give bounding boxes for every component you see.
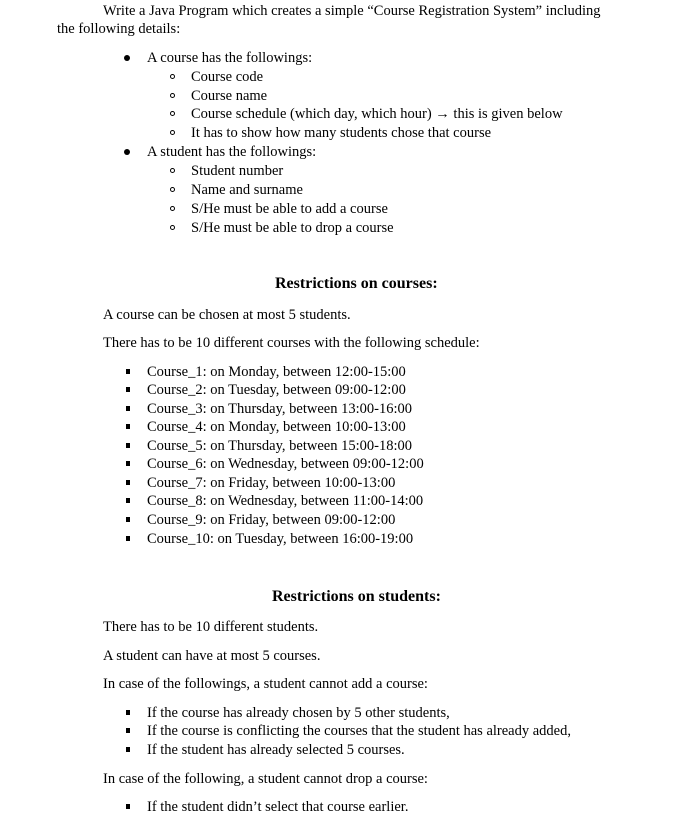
schedule-item: Course_4: on Monday, between 10:00-13:00 [147, 419, 406, 435]
students-paragraph: A student can have at most 5 courses. [103, 648, 321, 664]
bullet-dot-icon [124, 55, 130, 61]
course-item: Course schedule (which day, which hour) → this is given below [191, 106, 563, 122]
course-item: It has to show how many students chose that course [191, 125, 492, 141]
bullet-square-icon [126, 369, 130, 374]
student-item: Name and surname [191, 182, 303, 198]
student-item: S/He must be able to drop a course [191, 220, 394, 236]
add-rule-item: If the course has already chosen by 5 other students, [147, 705, 450, 721]
bullet-circle-icon [170, 187, 175, 192]
students-paragraph: In case of the following, a student cannot drop a course: [103, 771, 428, 787]
schedule-item: Course_6: on Wednesday, between 09:00-12:00 [147, 456, 424, 472]
course-section-label: A course has the followings: [147, 50, 313, 66]
bullet-square-icon [126, 424, 130, 429]
intro-line-1: Write a Java Program which creates a simple “Course Registration System” including [103, 3, 601, 19]
students-paragraph: There has to be 10 different students. [103, 619, 319, 635]
courses-paragraph: A course can be chosen at most 5 students. [103, 307, 351, 323]
schedule-item: Course_8: on Wednesday, between 11:00-14:00 [147, 493, 424, 509]
bullet-circle-icon [170, 168, 175, 173]
bullet-circle-icon [170, 93, 175, 98]
courses-restrictions-heading: Restrictions on courses: [275, 275, 438, 292]
bullet-dot-icon [124, 149, 130, 155]
students-paragraph: In case of the followings, a student cannot add a course: [103, 676, 428, 692]
students-restrictions-heading: Restrictions on students: [272, 588, 441, 605]
bullet-square-icon [126, 517, 130, 522]
add-rule-item: If the student has already selected 5 courses. [147, 742, 405, 758]
bullet-square-icon [126, 443, 130, 448]
student-item: S/He must be able to add a course [191, 201, 388, 217]
bullet-square-icon [126, 536, 130, 541]
bullet-circle-icon [170, 74, 175, 79]
bullet-square-icon [126, 461, 130, 466]
bullet-square-icon [126, 804, 130, 809]
schedule-item: Course_10: on Tuesday, between 16:00-19:00 [147, 531, 414, 547]
schedule-item: Course_9: on Friday, between 09:00-12:00 [147, 512, 396, 528]
schedule-item: Course_5: on Thursday, between 15:00-18:00 [147, 438, 412, 454]
schedule-item: Course_3: on Thursday, between 13:00-16:00 [147, 401, 412, 417]
schedule-item: Course_2: on Tuesday, between 09:00-12:00 [147, 382, 406, 398]
bullet-circle-icon [170, 130, 175, 135]
course-item: Course name [191, 88, 268, 104]
bullet-circle-icon [170, 111, 175, 116]
student-section-label: A student has the followings: [147, 144, 317, 160]
schedule-item: Course_1: on Monday, between 12:00-15:00 [147, 364, 406, 380]
bullet-square-icon [126, 710, 130, 715]
schedule-item: Course_7: on Friday, between 10:00-13:00 [147, 475, 396, 491]
intro-line-2: the following details: [57, 21, 181, 37]
bullet-square-icon [126, 498, 130, 503]
course-item: Course code [191, 69, 264, 85]
bullet-square-icon [126, 728, 130, 733]
bullet-square-icon [126, 480, 130, 485]
bullet-circle-icon [170, 206, 175, 211]
student-item: Student number [191, 163, 284, 179]
bullet-square-icon [126, 747, 130, 752]
bullet-circle-icon [170, 225, 175, 230]
courses-paragraph: There has to be 10 different courses with the following schedule: [103, 335, 480, 351]
bullet-square-icon [126, 387, 130, 392]
drop-rule-item: If the student didn’t select that course earlier. [147, 799, 409, 815]
add-rule-item: If the course is conflicting the courses that the student has already added, [147, 723, 571, 739]
bullet-square-icon [126, 406, 130, 411]
